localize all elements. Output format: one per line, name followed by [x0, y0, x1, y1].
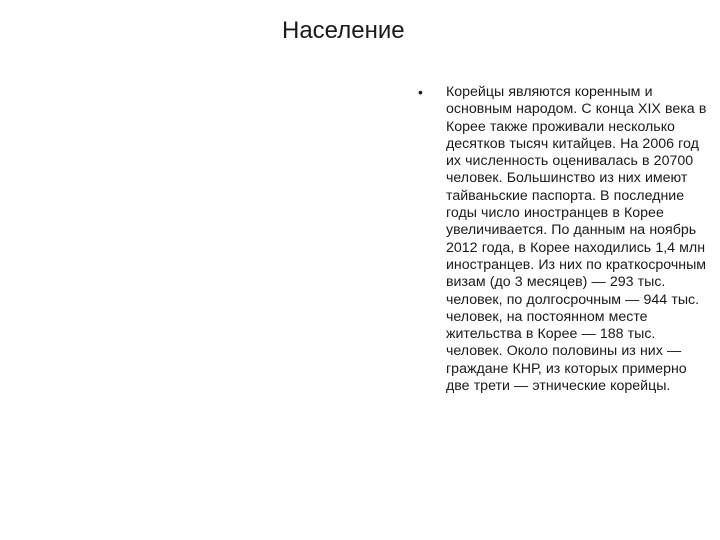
- bullet-item: [418, 84, 714, 395]
- bullet-dot-icon: •: [418, 84, 423, 100]
- bullet-list: [418, 84, 714, 395]
- bullet-text: Корейцы являются коренным и основным народом. С конца XIX века в Корее также проживали несколько десятков тысяч китайцев. На 2006 год их численность оценивалась в 20700 человек. Большинство из них имеют тайваньские паспорта. В последние годы число иностранцев в Корее увеличивается. По данным на ноябрь 2012 года, в Корее находились 1,4 млн иностранцев. Из них по краткосрочным визам (до 3 месяцев) — 293 тыс. человек, по долгосрочным — 944 тыс. человек, на постоянном месте жительства в Корее — 188 тыс. человек. Около половины из них — граждане КНР, из которых примерно две трети — этнические корейцы.: [446, 84, 707, 395]
- slide-title: Население: [282, 17, 405, 44]
